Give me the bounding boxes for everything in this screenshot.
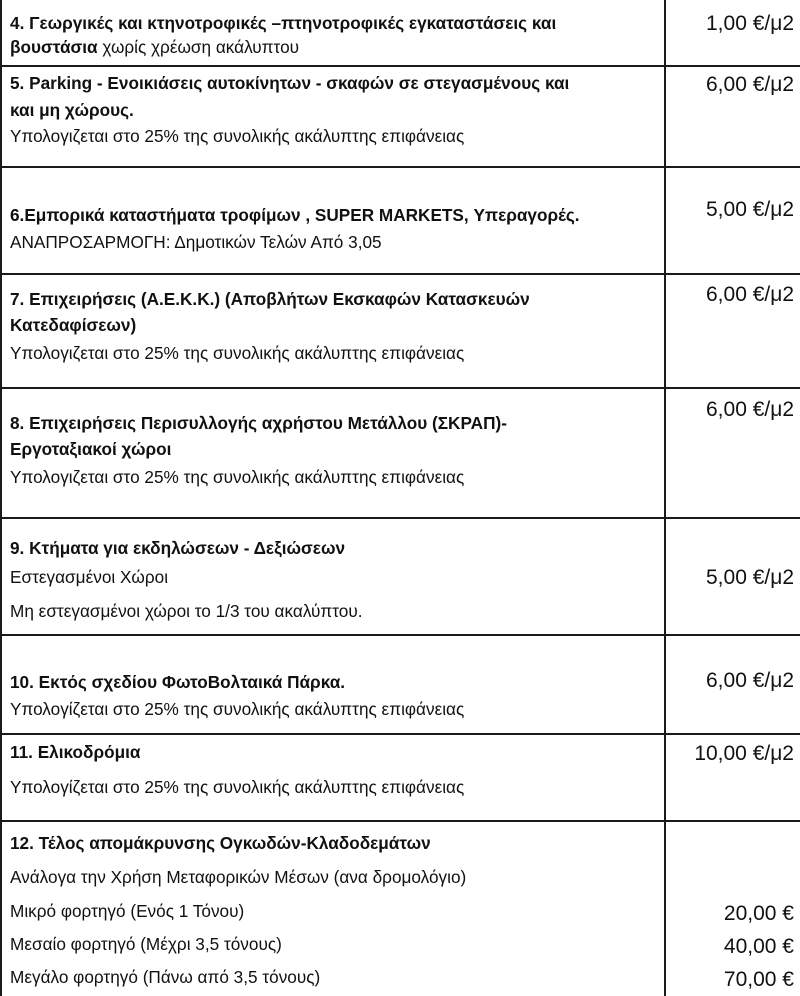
row-note: Υπολογίζεται στο 25% της συνολικής ακάλυπτης επιφάνειας	[10, 777, 465, 797]
price: 6,00 €/μ2	[706, 398, 794, 421]
row-divider	[0, 65, 800, 67]
price: 1,00 €/μ2	[706, 12, 794, 35]
row-title: 9. Κτήματα για εκδηλώσεων - Δεξιώσεων	[10, 538, 346, 558]
row-note: ΑΝΑΠΡΟΣΑΡΜΟΓΗ: Δημοτικών Τελών Από 3,05	[10, 232, 382, 252]
list-item-price: 40,00 €	[723, 935, 794, 958]
row-title: 11. Ελικοδρόμια	[10, 742, 141, 762]
row-title: 6.Εμπορικά καταστήματα τροφίμων , SUPER MARKETS, Υπεραγορές.	[10, 205, 580, 225]
row-title	[10, 12, 556, 34]
row-title: 7. Επιχειρήσεις (Α.Ε.Κ.Κ.) (Αποβλήτων Εκσκαφών Κατασκευών	[10, 289, 530, 309]
row-divider	[0, 820, 800, 822]
list-item-label: Μεσαίο φορτηγό (Μέχρι 3,5 τόνους)	[10, 934, 282, 954]
row-line: Εστεγασμένοι Χώροι	[10, 567, 169, 587]
row-divider	[0, 387, 800, 389]
row-note: Υπολογιζεται στο 25% της συνολικής ακάλυπτης επιφάνειας	[10, 126, 465, 146]
row-subtitle: Ανάλογα την Χρήση Μεταφορικών Μέσων (ανα δρομολόγιο)	[10, 867, 467, 887]
row-divider	[0, 634, 800, 636]
price: 6,00 €/μ2	[706, 669, 794, 692]
list-item-label: Μεγάλο φορτηγό (Πάνω από 3,5 τόνους)	[10, 967, 321, 987]
row-note: Υπολογίζεται στο 25% της συνολικής ακάλυπτης επιφάνειας	[10, 699, 465, 719]
row-title-text: . Γεωργικές και κτηνοτροφικές –πτηνοτροφικές εγκαταστάσεις και	[19, 13, 557, 33]
row-title-line2: και μη χώρους.	[10, 100, 134, 120]
list-item-price: 20,00 €	[723, 902, 794, 925]
row-line: Μη εστεγασμένοι χώροι το 1/3 του ακαλύπτου.	[10, 601, 363, 621]
row-title: 5. Parking - Ενοικιάσεις αυτοκίνητων - σκαφών σε στεγασμένους και	[10, 73, 570, 93]
row-title-normal: χωρίς χρέωση ακάλυπτου	[97, 37, 300, 57]
row-note: Υπολογιζεται στο 25% της συνολικής ακάλυπτης επιφάνειας	[10, 467, 465, 487]
row-title-line2: Εργοταξιακοί χώροι	[10, 439, 172, 459]
price: 10,00 €/μ2	[694, 742, 794, 765]
column-divider	[664, 0, 666, 996]
row-title-line2: Κατεδαφίσεων)	[10, 315, 137, 335]
row-title: 10. Εκτός σχεδίου ΦωτοΒολταικά Πάρκα.	[10, 672, 346, 692]
price: 5,00 €/μ2	[706, 198, 794, 221]
row-divider	[0, 733, 800, 735]
row-number: 4	[10, 13, 20, 33]
price: 5,00 €/μ2	[706, 566, 794, 589]
list-item-label: Μικρό φορτηγό (Ενός 1 Τόνου)	[10, 901, 245, 921]
row-title-bold: βουστάσια	[10, 37, 98, 57]
row-note: Υπολογιζεται στο 25% της συνολικής ακάλυπτης επιφάνειας	[10, 343, 465, 363]
row-divider	[0, 517, 800, 519]
price: 6,00 €/μ2	[706, 283, 794, 306]
table-border-left	[0, 0, 2, 996]
row-title: 12. Τέλος απομάκρυνσης Ογκωδών-Κλαδοδεμάτων	[10, 833, 431, 853]
row-divider	[0, 166, 800, 168]
list-item-price: 70,00 €	[723, 968, 794, 991]
price: 6,00 €/μ2	[706, 73, 794, 96]
row-title-line2	[10, 36, 299, 58]
row-title: 8. Επιχειρήσεις Περισυλλογής αχρήστου Μετάλλου (ΣΚΡΑΠ)-	[10, 413, 507, 433]
row-divider	[0, 273, 800, 275]
